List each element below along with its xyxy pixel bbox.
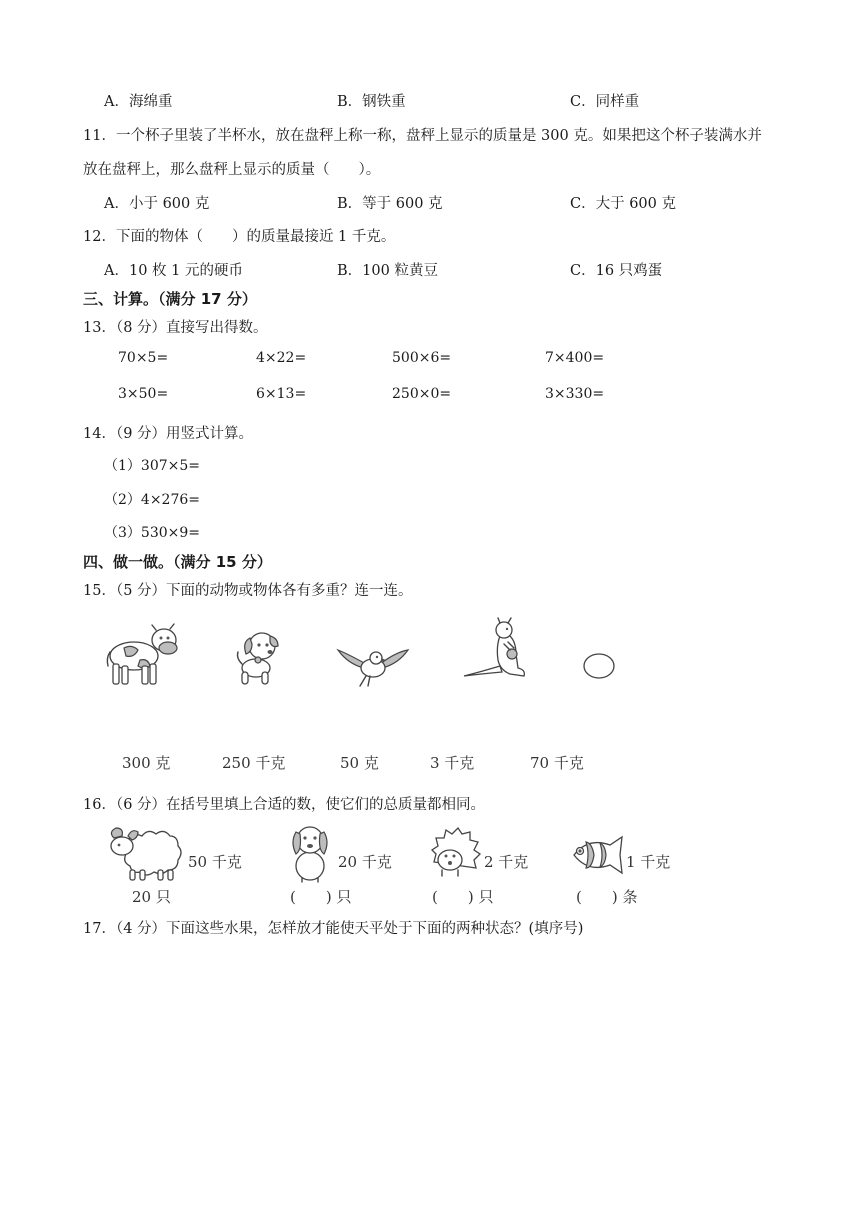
q11-option-c: C．大于 600 克 [570,196,676,212]
dog-icon [290,822,332,884]
q13-item: 7×400= [545,350,605,366]
q15-weight: 300 克 [122,754,171,772]
q11-option-a: A．小于 600 克 [104,196,210,212]
egg-icon [582,652,616,680]
q10-option-c: C．同样重 [570,94,640,110]
kangaroo-icon [460,618,532,684]
q16-count: 20 只 [132,888,171,906]
q14-item: （2）4×276= [104,492,200,508]
q13-item: 4×22= [256,350,307,366]
q16-weight: 1 千克 [626,853,671,871]
q16-weight: 50 千克 [188,853,242,871]
q12-option-a: A．10 枚 1 元的硬币 [104,263,243,279]
q17-stem: 17．（4 分）下面这些水果，怎样放才能使天平处于下面的两种状态？(填序号) [83,921,584,937]
section-4-heading: 四、做一做。（满分 15 分） [83,553,272,571]
q13-item: 250×0= [392,386,452,402]
q15-weight: 3 千克 [430,754,475,772]
q14-item: （1）307×5= [104,458,200,474]
q15-stem: 15．（5 分）下面的动物或物体各有多重？连一连。 [83,583,413,599]
q13-item: 3×330= [545,386,605,402]
q14-stem: 14．（9 分）用竖式计算。 [83,426,254,442]
q16-count: ( ) 只 [432,888,494,906]
q13-item: 70×5= [118,350,169,366]
q16-count: ( ) 条 [576,888,638,906]
cow-icon [104,622,182,688]
q12-option-b: B．100 粒黄豆 [337,263,438,279]
q13-item: 3×50= [118,386,169,402]
q15-weight: 70 千克 [530,754,584,772]
fish-icon [570,836,624,874]
q16-weight: 20 千克 [338,853,392,871]
q10-option-b: B．钢铁重 [337,94,406,110]
q13-stem: 13．（8 分）直接写出得数。 [83,320,268,336]
q12-stem: 12．下面的物体（ ）的质量最接近 1 千克。 [83,229,396,245]
q13-item: 6×13= [256,386,307,402]
q16-stem: 16．（6 分）在括号里填上合适的数，使它们的总质量都相同。 [83,797,486,813]
q12-option-c: C．16 只鸡蛋 [570,263,663,279]
sheep-icon [106,826,188,882]
dog-icon [232,628,284,688]
bird-icon [336,644,410,688]
q13-item: 500×6= [392,350,452,366]
section-3-heading: 三、计算。（满分 17 分） [83,290,257,308]
q11-option-b: B．等于 600 克 [337,196,443,212]
q15-weight: 250 千克 [222,754,286,772]
q16-weight: 2 千克 [484,853,529,871]
q15-weight: 50 克 [340,754,379,772]
q11-stem-line1: 11．一个杯子里装了半杯水，放在盘秤上称一称，盘秤上显示的质量是 300 克。如果把这个杯子装满水并 [83,128,762,144]
q11-stem-line2: 放在盘秤上，那么盘秤上显示的质量（ ）。 [83,162,381,178]
q16-count: ( ) 只 [290,888,352,906]
q10-option-a: A．海绵重 [104,94,173,110]
q14-item: （3）530×9= [104,525,200,541]
hedgehog-icon [428,826,482,878]
